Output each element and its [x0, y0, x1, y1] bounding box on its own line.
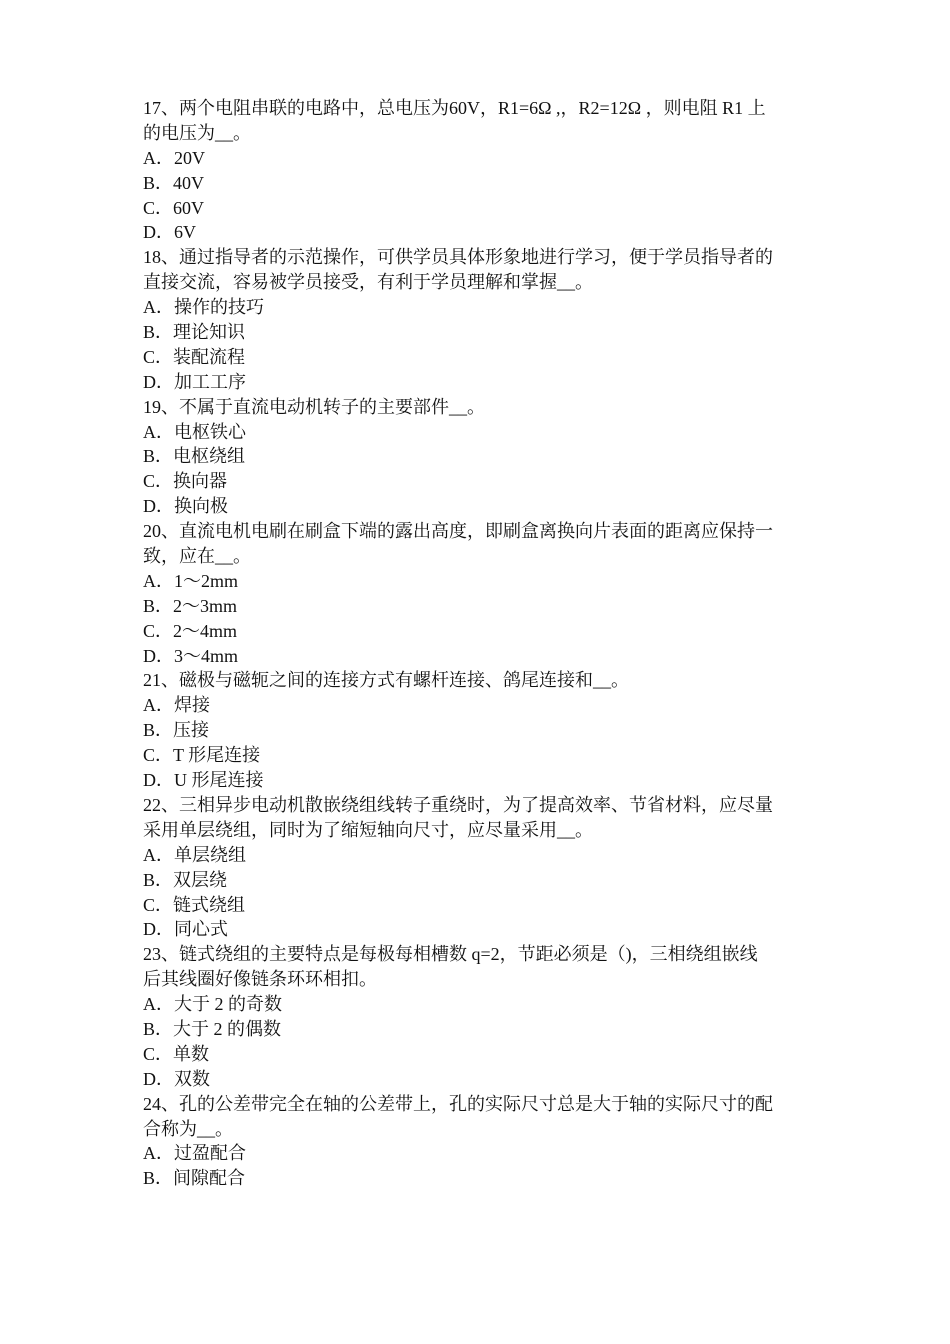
option-d: D．6V — [143, 222, 196, 243]
option-c: C．T 形尾连接 — [143, 745, 261, 766]
question-18 — [143, 245, 823, 394]
question-24 — [143, 1092, 823, 1192]
option-b: B．理论知识 — [143, 322, 246, 343]
document-page — [143, 96, 823, 1191]
question-22 — [143, 793, 823, 942]
question-stem-line: 17、两个电阻串联的电路中，总电压为60V，R1=6Ω ,，R2=12Ω ，则电阻 R1 上 — [143, 98, 766, 118]
option-b: B．间隙配合 — [143, 1168, 246, 1189]
option-b: B．2～3mm — [143, 595, 238, 616]
question-stem-line: 的电压为__。 — [143, 122, 251, 143]
option-b: B．压接 — [143, 720, 210, 741]
option-d: D．U 形尾连接 — [143, 770, 264, 791]
option-a: A．电枢铁心 — [143, 421, 246, 442]
question-stem-line: 后其线圈好像链条环环相扣。 — [143, 969, 377, 990]
question-stem-line: 18、通过指导者的示范操作，可供学员具体形象地进行学习，便于学员指导者的 — [143, 247, 773, 268]
question-stem-line: 21、磁极与磁轭之间的连接方式有螺杆连接、鸽尾连接和__。 — [143, 670, 629, 691]
question-stem-line: 合称为__。 — [143, 1118, 233, 1139]
option-a: A．大于 2 的奇数 — [143, 994, 282, 1015]
question-stem-line: 致，应在__。 — [143, 546, 251, 567]
option-c: C．换向器 — [143, 471, 228, 492]
question-stem-line: 20、直流电机电刷在刷盒下端的露出高度，即刷盒离换向片表面的距离应保持一 — [143, 521, 773, 542]
question-20 — [143, 519, 823, 668]
question-21 — [143, 668, 823, 792]
option-a: A．操作的技巧 — [143, 297, 264, 318]
option-d: D．同心式 — [143, 919, 228, 940]
option-c: C．装配流程 — [143, 346, 246, 367]
question-stem-line: 直接交流，容易被学员接受，有利于学员理解和掌握__。 — [143, 272, 593, 293]
option-a: A．单层绕组 — [143, 844, 246, 865]
option-c: C．2～4mm — [143, 620, 238, 641]
option-d: D．加工工序 — [143, 371, 246, 392]
question-stem-line: 采用单层绕组，同时为了缩短轴向尺寸，应尽量采用__。 — [143, 819, 593, 840]
option-b: B．大于 2 的偶数 — [143, 1018, 282, 1039]
question-stem-line: 23、链式绕组的主要特点是每极每相槽数 q=2，节距必须是（)，三相绕组嵌线 — [143, 944, 758, 965]
question-17 — [143, 96, 823, 245]
question-stem-line: 22、三相异步电动机散嵌绕组线转子重绕时，为了提高效率、节省材料，应尽量 — [143, 794, 773, 815]
question-stem-line: 24、孔的公差带完全在轴的公差带上，孔的实际尺寸总是大于轴的实际尺寸的配 — [143, 1093, 773, 1114]
option-a: A．过盈配合 — [143, 1143, 246, 1164]
option-a: A．20V — [143, 147, 205, 168]
question-19 — [143, 395, 823, 519]
option-b: B．双层绕 — [143, 869, 228, 890]
option-a: A．1～2mm — [143, 570, 239, 591]
option-a: A．焊接 — [143, 695, 210, 716]
option-b: B．电枢绕组 — [143, 446, 246, 467]
option-b: B．40V — [143, 172, 205, 193]
option-d: D．3～4mm — [143, 645, 239, 666]
option-d: D．双数 — [143, 1068, 210, 1089]
option-c: C．单数 — [143, 1043, 210, 1064]
option-c: C．链式绕组 — [143, 894, 246, 915]
question-23 — [143, 942, 823, 1091]
option-c: C．60V — [143, 197, 205, 218]
question-stem-line: 19、不属于直流电动机转子的主要部件__。 — [143, 396, 485, 417]
option-d: D．换向极 — [143, 496, 228, 517]
